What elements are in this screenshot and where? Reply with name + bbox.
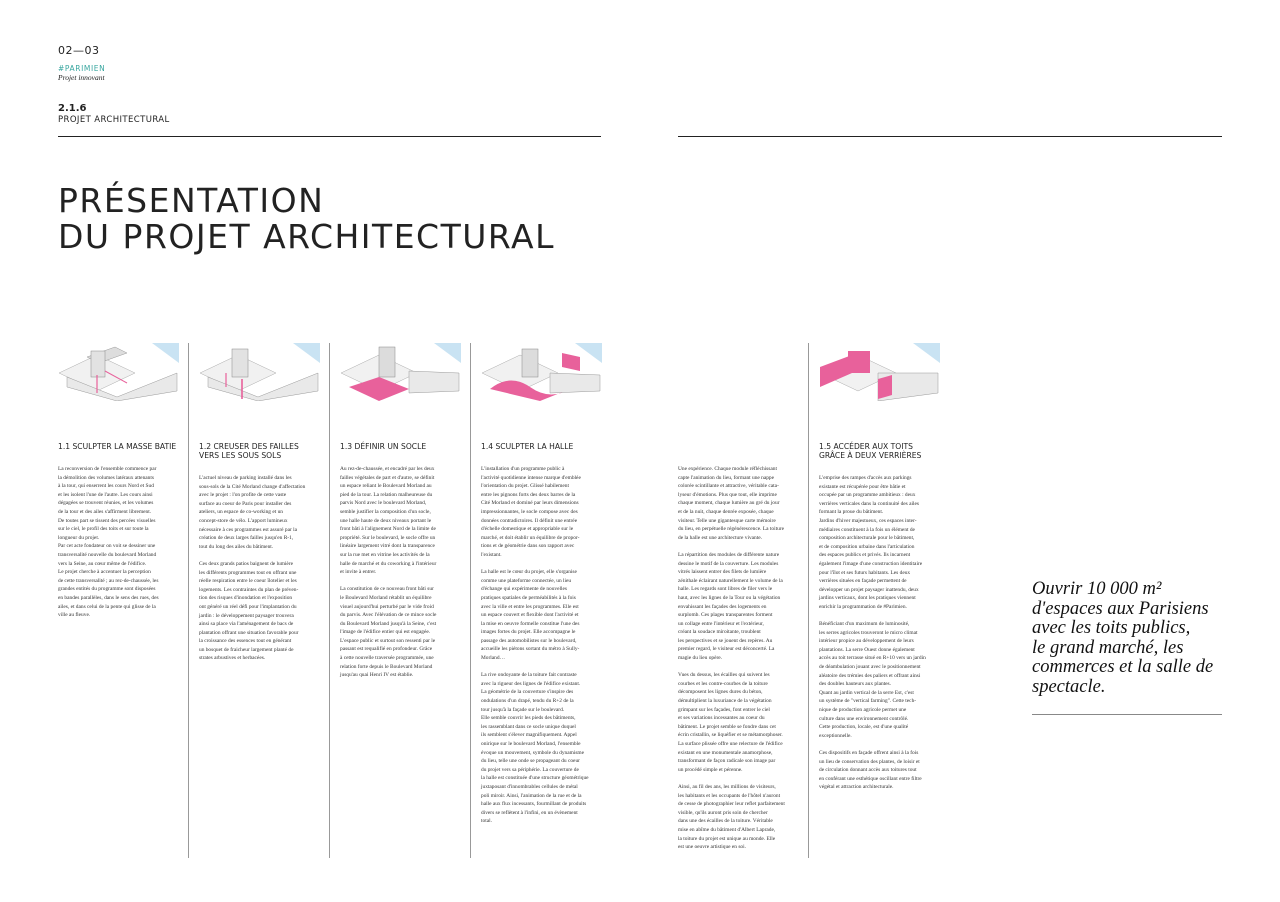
column-divider	[470, 343, 471, 858]
illustration-masse-batie	[57, 343, 179, 401]
title-line-2: DU PROJET ARCHITECTURAL	[58, 217, 555, 256]
column-body: Une expérience. Chaque module réfléchissant capte l'animation du lieu, formant une nappe colorée scintillante et attractive, véritable cata- lyseur d'émotions. Plus que tout, elle imprime chaque moment, chaque lumière au gré du jour et de la nuit, chaque denrée exposée, chaque visiteur. Telle une gigantesque carte mémoire du lieu, en perpétuelle régénérescence. La toiture de la halle est une architecture vivante. La répartition des modules de différente nature dessine le motif de la couverture. Les modules vitrés laissent entrer des filets de lumière zénithale éclairant naturellement le volume de la halle. Les regards sont libres de filer vers le haut, avec les lignes de la Tour ou la végétation envahissant les façades des logements en surplomb. Ces plages transparentes forment un collage entre l'intérieur et l'extérieur, créant la soudace miroitante, troublent les perspectives et se jouent des repères. Au premier regard, le visiteur est déconcerté. La magie du lieu opère. Vues du dessus, les écailles qui suivent les courbes et les contre-courbes de la toiture décomposent les lignes dures du béton, démultiplient la luxuriance de la végétation grimpant sur les façades, font entrer le ciel et ses variations incessantes au coeur du bâtiment. Le projet semble se fondre dans cet écrin cristallin, se liquéfier et se métamorphoser. La surface plissée offre une relecture de l'édifice existant en une monumentale anamorphose, transformant de façon radicale son image par un procédé simple et pérenne. Ainsi, au fil des ans, les millions de visiteurs, les habitants et les occupants de l'hôtel n'auront de cesse de photographier leur reflet parfaitement visible, qu'ils auront pris soin de chercher dans une des écailles de la toiture. Véritable mise en abîme du bâtiment d'Albert Laprade, la toiture du projet est unique au monde. Elle est une oeuvre artistique en soi.	[678, 466, 785, 851]
column-body: La reconversion de l'ensemble commence par la démolition des volumes latéraux attenants à la tour, qui enserrent les cours Nord et Sud et les isolent l'une de l'autre. Les cours ainsi dégagées se trouvent réunies, et les volumes de la tour et des ailes s'affirment librement. De toutes part se tissent des percées visuelles sur le ciel, le profil des toits et sur toute la longueur du projet. Par cet acte fondateur on voit se dessiner une transversalité nouvelle du boulevard Morland vers la Seine, au cœur même de l'édifice. Le projet cherche à accentuer la perception de cette transversalité ; au rez-de-chaussée, les grandes entités du programme sont disposées en bandes parallèles, dans le sens des rues, des ailes, et dans celui de la pente qui glisse de la ville au fleuve.	[58, 466, 159, 619]
section-title: PROJET ARCHITECTURAL	[58, 115, 170, 125]
header-rule-right	[678, 136, 1222, 137]
project-tag: #PARIMIEN	[58, 64, 106, 73]
illustration-socle	[339, 343, 461, 401]
column-1-4-continued	[678, 465, 802, 852]
column-heading: 1.1 SCULPTER LA MASSE BATIE	[58, 442, 177, 451]
page-numbers: 02—03	[58, 44, 100, 57]
column-divider	[188, 343, 189, 858]
column-1-2	[199, 442, 321, 663]
column-divider	[808, 343, 809, 858]
column-heading: 1.5 ACCÉDER AUX TOITS GRÂCE À DEUX VERRIÈRES	[819, 442, 922, 460]
column-1-3	[340, 442, 462, 680]
pull-quote: Ouvrir 10 000 m² d'espaces aux Parisiens avec les toits publics, le grand marché, les commerces et la salle de spectacle.	[1032, 579, 1214, 697]
project-tag-subtitle: Projet innovant	[58, 73, 105, 82]
column-heading: 1.2 CREUSER DES FAILLES VERS LES SOUS SOLS	[199, 442, 299, 460]
column-body: L'actuel niveau de parking installé dans les sous-sols de la Cité Morland change d'affectation avec le projet : l'on profite de cette vaste surface au coeur de Paris pour installer des ateliers, un espace de co-working et un concept-store de vélo. L'apport lumineux nécessaire à ces programmes est assuré par la création de deux larges failles jusqu'en R-1, tout du long des ailes du bâtiment. Ces deux grands patios baignent de lumière les différents programmes tout en offrant une réelle respiration entre le coeur îlotelier et les logements. Les contraintes du plan de préven- tion des risques d'inondation et l'exposition ont généré un réel défi pour l'implantation du jardin : le développement paysager trouvera ainsi sa place via l'aménagement de bacs de plantation offrant une situation favorable pour la croissance des essences tout en générant un bosquet de fraicheur largement planté de strates arbustives et herbacées.	[199, 475, 306, 662]
column-heading: 1.4 SCULPTER LA HALLE	[481, 442, 574, 451]
section-number: 2.1.6	[58, 103, 87, 114]
quote-rule	[1032, 714, 1222, 715]
column-body: Au rez-de-chaussée, et encadré par les deux failles végétales de part et d'autre, se définit un espace reliant le Boulevard Morland au pied de la tour. La relation malheureuse du parvis Nord avec le boulevard Morland, semble justifier la composition d'un socle, une halle haute de deux niveaux portant le front bâti à l'alignement Nord de la limite de propriété. Sur le boulevard, le socle offre un linéaire largement vitré dont la transparence sur la rue met en vitrine les activités de la halle de marché et du coworking à l'intérieur et invite à entrer. La constitution de ce nouveau front bâti sur le Boulevard Morland rétablit un équilibre visuel aujourd'hui perturbé par le vide froid du parvis. Avec l'élévation de ce mince socle du Boulevard Morland jusqu'à la Seine, c'est l'image de l'édifice entier qui est engagée. L'espace public et surtout son ressenti par le passant est requalifié en profondeur. Grâce à cette nouvelle traversée programmée, une relation forte depuis le Boulevard Morland jusqu'au quai Henri IV est établie.	[340, 466, 437, 679]
illustration-verrieres	[818, 343, 940, 401]
header-rule-left	[58, 136, 601, 137]
title-line-1: PRÉSENTATION	[58, 181, 325, 220]
column-divider	[329, 343, 330, 858]
column-1-4	[481, 442, 603, 826]
column-1-1	[58, 442, 180, 620]
column-heading: 1.3 DÉFINIR UN SOCLE	[340, 442, 427, 451]
page-title	[58, 183, 555, 255]
column-body: L'emprise des rampes d'accès aux parkings existante est récupérée pour être bâtie et occupée par un programme ambitieux : deux verrières verticales dans la continuité des ailes formant la proue du bâtiment. Jardins d'hiver majestueux, ces espaces inter- médiaires constituent à la fois un élément de composition architecturale pour le bâtiment, et de composition urbaine dans l'articulation des espaces publics et privés. Ils incarnent également l'image d'une construction identitaire pour l'îlot et ses futurs habitants. Les deux verrières situées en façade permettent de développer un projet paysager inattendu, deux jardins verticaux, dont les pratiques viennent enrichir la programmation de #Parimien. Bénéficiant d'un maximum de luminosité, les serres agricoles trouveront le micro climat intérieur propice au développement de leurs plantations. La serre Ouest donne également accès au toit terrasse situé en R+10 vers un jardin de déambulation jouant avec le positionnement aléatoire des trémies des paliers et offrant ainsi des doubles hauteurs aux plantes. Quant au jardin vertical de la serre Est, c'est un système de "vertical farming". Cette tech- nique de production agricole permet une culture dans une environnement contrôlé. Cette production, locale, est d'une qualité exceptionnelle. Ces dispositifs en façade offrent ainsi à la fois un lieu de conservation des plantes, de loisir et de circulation donnant accès aux toitures tout en conférant une esthétique oscillant entre filtre végétal et attraction architecturale.	[819, 475, 926, 791]
illustration-halle	[480, 343, 602, 401]
column-body: L'installation d'un programme public à l'activité quotidienne intense marque d'emblée l'orientation du projet. Glissé habilement entre les pignons forts des deux barres de la Cité Morland et dominé par leurs dimensions impressionnantes, le socle compose avec des données contradictoires. Il définit une entrée d'échelle domestique et appropriable sur le marché, et doit établir un équilibre de propor- tions et de géométrie dans son rapport avec l'existant. La halle est le cœur du projet, elle s'organise comme une plateforme connectée, un lieu d'échange qui expérimente de nouvelles pratiques spatiales de perméabilités à la fois avec la ville et entre les programmes. Elle est un espace couvert et flexible dont l'activité et la mise en oeuvre formelle constitue l'une des images fortes du projet. Elle accompagne le passage des automobilistes sur le boulevard, accueille les piétons sortant du métro à Sully- Morland… La rive ondoyante de la toiture fait contraste avec la rigueur des lignes de l'édifice existant. La géométrie de la couverture s'inspire des ondulations d'un drapé, tendu du R+2 de la tour jusqu'à la façade sur le boulevard. Elle semble couvrir les pieds des bâtiments, les rassemblant dans ce socle unique duquel ils semblent s'élever magnifiquement. Appel onirique sur le boulevard Morland, l'ensemble évoque un mouvement, symbole du dynamisme du lieu, telle une onde se propageant du coeur du projet vers sa périphérie. La couverture de la halle est constituée d'une structure géométrique juxtaposant d'innombrables cellules de métal poli miroir. Ainsi, l'animation de la rue et de la halle aux flux incessants, fourmillant de produits divers se reflètent à l'infini, en un évènement total.	[481, 466, 589, 825]
illustration-failles	[198, 343, 320, 401]
column-1-5	[819, 442, 941, 792]
